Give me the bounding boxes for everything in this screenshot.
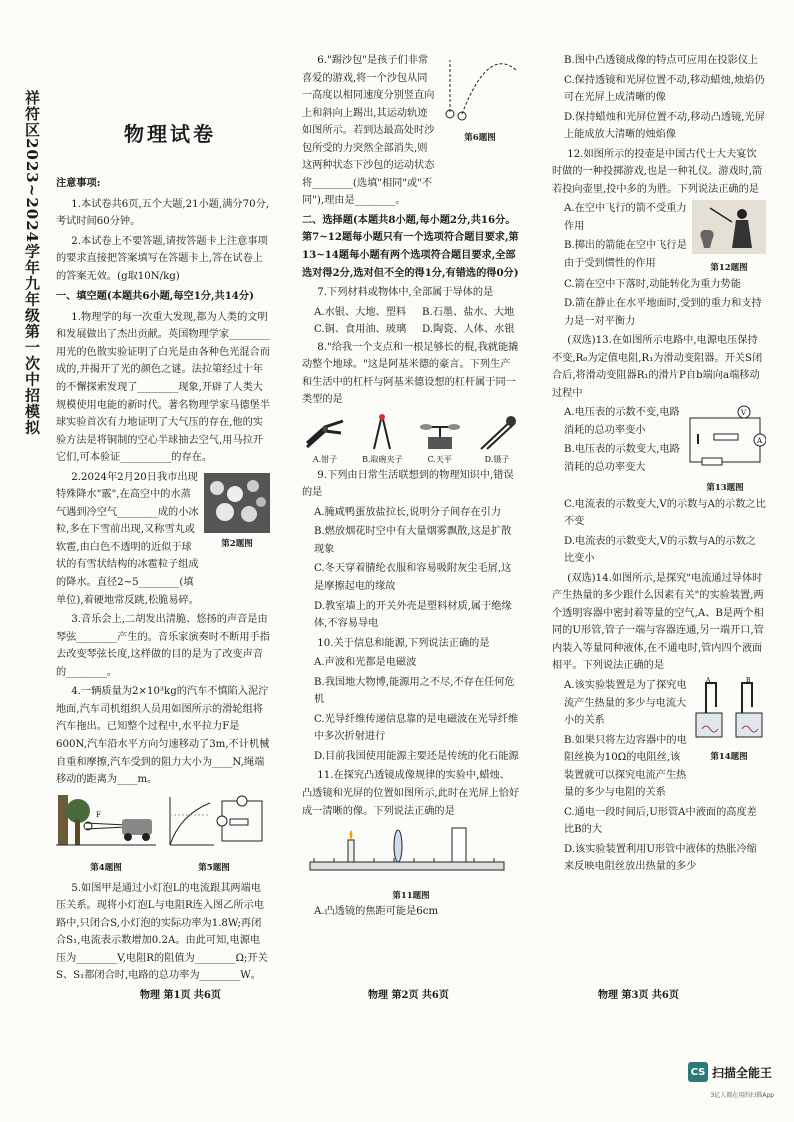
svg-text:A: A xyxy=(706,676,711,684)
option: B.我国地大物博,能源用之不尽,不存在任何危机 xyxy=(314,676,515,706)
u-tube-heating-apparatus xyxy=(692,677,766,743)
question-8: 8."给我一个支点和一根足够长的棍,我就能撬动整个地球。"这是阿基米德的豪言。下列生产和生活中的杠杆与阿基米德设想的杠杆属于同一类型的是 xyxy=(302,341,519,406)
section-heading: 一、填空题(本题共6小题,每空1分,共14分) xyxy=(56,290,254,303)
figure-caption: 第13题图 xyxy=(706,482,744,493)
question-9: 9.下列由日常生活联想到的物理知识中,错误的是 xyxy=(302,469,514,499)
question-3: 3.音乐会上,二胡发出清脆、悠扬的声音是由琴弦________产生的。音乐家演奏时不断用手指去改变琴弦长度,这样做的目的是为了改变声音的________。 xyxy=(56,614,270,678)
option: A.声波和光都是电磁波 xyxy=(314,657,417,669)
option: B.取碗夹子 xyxy=(362,454,403,464)
figure-caption: 第2题图 xyxy=(221,538,253,549)
option: D.教室墙上的开关外壳是塑料材质,属于绝缘体,不容易导电 xyxy=(314,600,512,630)
option: A.腌咸鸭蛋放盐拉长,说明分子间存在引力 xyxy=(314,506,502,518)
notice-item: 2.本试卷上不要答题,请按答题卡上注意事项的要求直接把答案填写在答题卡上,答在试卷上的答案无效。(g取10N/kg) xyxy=(56,235,268,282)
question-6: 6."踢沙包"是孩子们非常喜爱的游戏,将一个沙包从同一高度以相同速度分别竖直向上和斜向上踢出,其运动轨迹如图所示。若到达最高处时沙包所受的力突然全部消失,则这两种状态下沙包的运动状态将________(选填"相同"或"不同"),理由是________。 xyxy=(302,55,435,207)
question-1: 1.物理学的每一次重大发现,都为人类的文明和发展做出了杰出贡献。英国物理学家________用光的色散实验证明了白光是由各种色光混合而成的,并揭开了光的颜色之谜。法拉第经过十年的不懈探索发现了________现象,开辟了人类大规模使用电能的新时代。著名物理学家马德堡半球实验首次有力地证明了大气压的存在,他的实验方法是将铜制的空心半球抽去空气,用马拉开它们,可本验证__________的存在。 xyxy=(56,311,270,464)
option: B.如果只将左边容器中的电阻丝换为10Ω的电阻丝,该装置就可以探究电流产生热量的多少与电阻的关系 xyxy=(564,734,687,799)
exam-title: 祥符区2023~2024学年九年级第一次中招模拟 xyxy=(23,90,41,436)
camscanner-logo-icon: CS xyxy=(688,1062,708,1082)
pitch-pot-illustration xyxy=(692,200,766,254)
question-4: 4.一辆质量为2×10³kg的汽车不慎陷入泥泞地面,汽车司机组织人员用如图所示的滑轮组将汽车拖出。已知整个过程中,水平拉力F是600N,汽车沿水平方向匀速移动了3m,不计机械自重和摩擦,汽车受到的阻力大小为____N,绳端移动的距离为____m。 xyxy=(56,686,270,786)
exam-subtitle: 物理试卷 xyxy=(124,122,216,146)
pliers-image xyxy=(303,413,347,453)
option: D.镊子 xyxy=(484,454,510,464)
option: C.冬天穿着腈纶衣服和容易吸附灰尘毛屑,这是摩擦起电的缘故 xyxy=(314,563,512,592)
svg-text:A: A xyxy=(757,437,763,446)
question-5: 5.如图甲是通过小灯泡L的电流跟其两端电压关系。现将小灯泡L与电阻R连入图乙所示电路中,只闭合S,小灯泡的实际功率为1.8W;再闭合S₁,电流表示数增加0.2A。由此可知,电源电压为________V,电阻R的阻值为________Ω;开关S、S₁都闭合时,电路的总功率为________W。 xyxy=(56,882,268,982)
option: A.电压表的示数不变,电路消耗的总功率变小 xyxy=(564,407,680,436)
option: D.保持蜡烛和光屏位置不动,移动凸透镜,光屏上能成放大清晰的烛焰像 xyxy=(564,111,765,141)
optical-bench-diagram xyxy=(302,822,512,882)
question-12: 12.如图所示的投壶是中国古代士大夫宴饮时做的一种投掷游戏,也是一种礼仪。游戏时,箭若投向壶里,投中多的为胜。下列说法正确的是 xyxy=(552,148,763,195)
option: B.掷出的箭能在空中飞行是由于受到惯性的作用 xyxy=(564,240,687,270)
option: B.图中凸透镜成像的特点可应用在投影仪上 xyxy=(564,55,759,66)
option: D.箭在静止在水平地面时,受到的重力和支持力是一对平衡力 xyxy=(564,298,762,327)
svg-text:V: V xyxy=(741,409,747,418)
figure-caption: 第11题图 xyxy=(392,890,430,901)
option: C.电流表的示数变大,V的示数与A的示数之比不变 xyxy=(564,498,766,528)
scanner-tagline: 3亿人都在用的扫描App xyxy=(710,1092,774,1099)
question-13: (双选)13.在如图所示电路中,电源电压保持不变,R₀为定值电阻,R₁为滑动变阻器。开关S闭合后,将滑动变阻器R₁的滑片P自b端向a端移动过程中 xyxy=(552,335,763,399)
bowl-tongs-image xyxy=(360,413,404,453)
question-10: 10.关于信息和能源,下列说法正确的是 xyxy=(317,637,490,649)
option: A.水银、大地、塑料 xyxy=(314,306,407,318)
option: C.通电一段时间后,U形管A中液面的高度差比B的大 xyxy=(564,806,757,836)
notice-label: 注意事项: xyxy=(56,177,101,189)
question-14: (双选)14.如图所示,是探究"电流通过导体时产生热量的多少跟什么因素有关"的实验装置,两个透明容器中密封着等量的空气,A、B是两个相同的U形管,管子一端与容器连通,另一端开口,管内装入等量同种液体,在不通电时,管内四个液面相平。下列说法正确的是 xyxy=(552,572,764,672)
figure-caption: 第14题图 xyxy=(710,751,748,762)
rheostat-circuit-diagram xyxy=(684,404,766,474)
option: B.燃放烟花时空中有大量烟雾飘散,这是扩散现象 xyxy=(314,526,512,555)
tweezers-image xyxy=(475,413,519,453)
figure-caption: 第6题图 xyxy=(464,132,496,143)
page-footer: 物理 第1页 共6页 xyxy=(140,990,221,1001)
question-2: 2.2024年2月20日我市出现特殊降水"霰",在高空中的水蒸气遇到冷空气________成的小冰粒,多在下雪前出现,又称雪丸或软雹,由白色不透明的近似于球状的有雪状结构的冰雹粒子组成的降水。直径2~5________(填单位),着硬地常反跳,松脆易碎。 xyxy=(56,471,199,606)
graupel-pellets-image xyxy=(205,474,269,530)
option: A.在空中飞行的箭不受重力作用 xyxy=(564,203,687,232)
option: C.光导纤维传递信息靠的是电磁波在光导纤维中多次折射进行 xyxy=(314,713,519,743)
column-1 xyxy=(56,172,270,1122)
option: D.该实验装置利用U形管中液体的热胀冷缩来反映电阻丝放出热量的多少 xyxy=(564,843,757,873)
balance-image xyxy=(418,413,462,453)
option: A.该实验装置是为了探究电流产生热量的多少与电流大小的关系 xyxy=(564,679,687,727)
figure-caption: 第4题图 xyxy=(90,863,122,874)
notice-item: 1.本试卷共6页,五个大题,21小题,满分70分,考试时间60分钟。 xyxy=(56,198,270,228)
option: C.铜、食用油、玻璃 xyxy=(314,324,407,336)
question-11: 11.在探究凸透镜成像规律的实验中,蜡烛、凸透镜和光屏的位置如图所示,此时在光屏上恰好成一清晰的像。下列说法正确的是 xyxy=(302,770,520,817)
option: B.石墨、盐水、大地 xyxy=(422,306,515,318)
svg-text:F: F xyxy=(96,810,101,819)
option: C.箭在空中下落时,动能转化为重力势能 xyxy=(564,278,741,290)
lever-options xyxy=(302,413,520,467)
option: D.电流表的示数变大,V的示数与A的示数之比变小 xyxy=(564,535,756,565)
section-heading: 二、选择题(本题共8小题,每小题2分,共16分。第7~12题每小题只有一个选项符合题目要求,第13~14题每小题有两个选项符合题目要求,全部选对得2分,选对但不全的得1分,有错选的得0分) xyxy=(302,213,519,279)
sandbag-trajectory-diagram xyxy=(440,52,520,124)
page-footer: 物理 第3页 共6页 xyxy=(598,990,679,1001)
svg-text:B: B xyxy=(746,676,751,684)
column-2 xyxy=(302,52,520,1002)
figure-caption: 第12题图 xyxy=(710,262,748,273)
option: C.天平 xyxy=(427,454,452,464)
option: A.凸透镜的焦距可能是6cm xyxy=(314,906,439,918)
figure-caption: 第5题图 xyxy=(198,863,230,874)
page-footer: 物理 第2页 共6页 xyxy=(368,990,449,1001)
option: A.钳子 xyxy=(312,454,338,464)
question-7: 7.下列材料或物体中,全部属于导体的是 xyxy=(317,287,494,299)
iv-graph-and-circuit xyxy=(162,793,266,855)
pulley-car-diagram xyxy=(56,793,156,855)
option: B.电压表的示数变大,电路消耗的总功率变大 xyxy=(564,444,680,473)
column-3 xyxy=(552,52,766,1002)
option: D.目前我国使用能源主要还是传统的化石能源 xyxy=(314,750,519,762)
graupel-photo xyxy=(204,473,270,533)
option: D.陶瓷、人体、水银 xyxy=(422,324,515,336)
scanner-app-name: 扫描全能王 xyxy=(711,1065,772,1080)
option: C.保持透镜和光屏位置不动,移动蜡烛,烛焰仍可在光屏上成清晰的像 xyxy=(564,74,765,104)
scanner-watermark xyxy=(688,1062,772,1082)
